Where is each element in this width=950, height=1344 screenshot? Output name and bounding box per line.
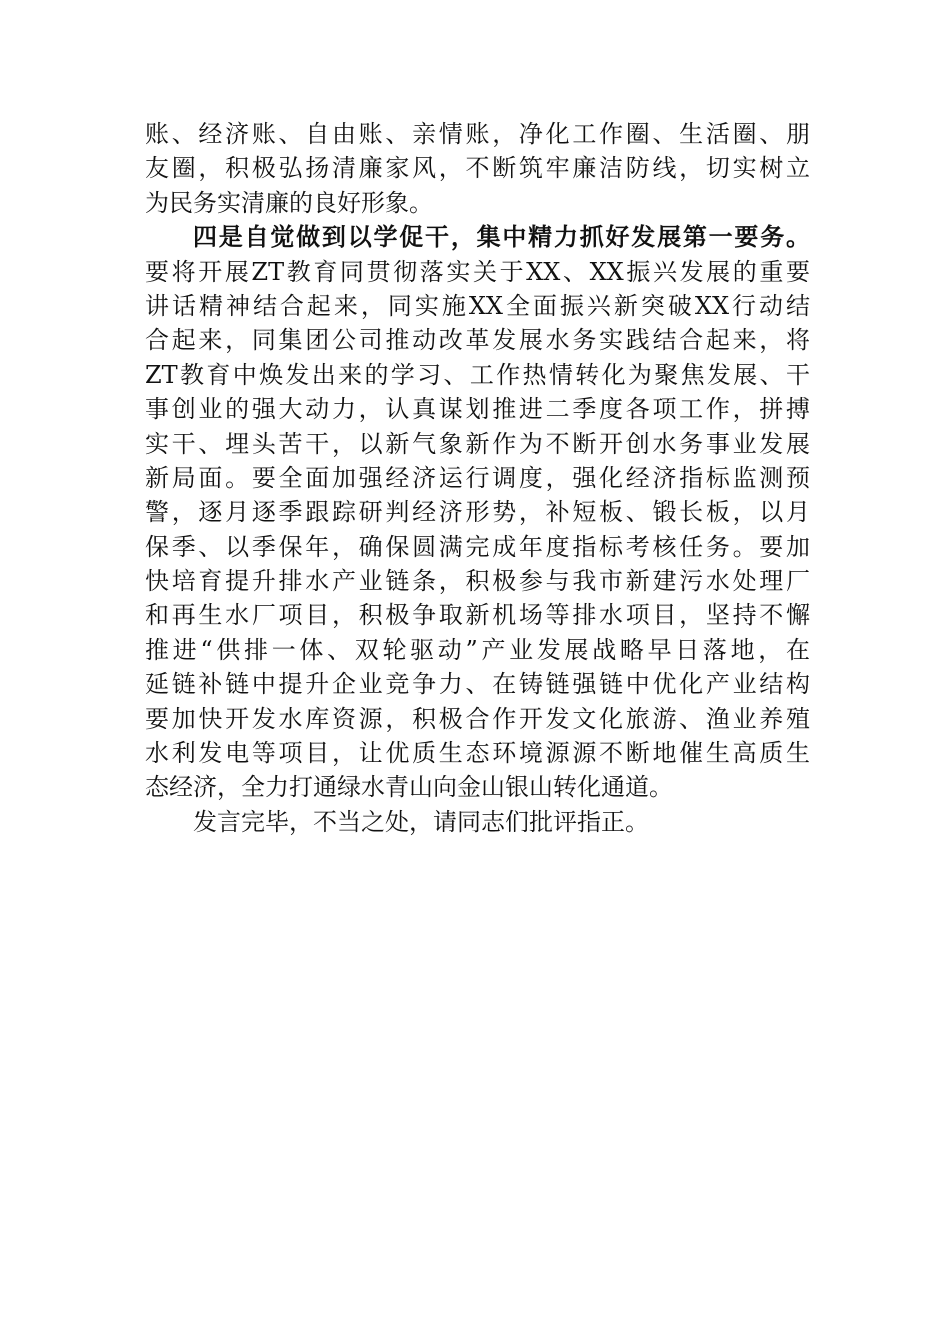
text-line: 水利发电等项目，让优质生态环境源源不断地催生高质生 xyxy=(145,739,810,768)
text-line: 保季、以季保年，确保圆满完成年度指标考核任务。要加 xyxy=(145,532,810,561)
body-text xyxy=(145,117,810,839)
text-line: 实干、埋头苦干，以新气象新作为不断开创水务事业发展 xyxy=(145,429,810,458)
text-line: 讲话精神结合起来，同实施XX全面振兴新突破XX行动结 xyxy=(145,291,810,320)
text-line: 友圈，积极弘扬清廉家风，不断筑牢廉洁防线，切实树立 xyxy=(145,154,810,183)
text-line: 事创业的强大动力，认真谋划推进二季度各项工作，拼搏 xyxy=(145,395,810,424)
text-line: 新局面。要全面加强经济运行调度，强化经济指标监测预 xyxy=(145,463,810,492)
text-line: 为民务实清廉的良好形象。 xyxy=(145,188,433,217)
text-line: 快培育提升排水产业链条，积极参与我市新建污水处理厂 xyxy=(145,567,810,596)
text-line: 和再生水厂项目，积极争取新机场等排水项目，坚持不懈 xyxy=(145,601,810,630)
section-heading: 四是自觉做到以学促干，集中精力抓好发展第一要务。 xyxy=(193,222,810,252)
closing-remark: 发言完毕，不当之处，请同志们批评指正。 xyxy=(193,807,649,836)
text-line: 推进“供排一体、双轮驱动”产业发展战略早日落地，在 xyxy=(145,635,810,664)
text-line: 要将开展ZT教育同贯彻落实关于XX、XX振兴发展的重要 xyxy=(145,257,810,286)
text-line: 延链补链中提升企业竞争力、在铸链强链中优化产业结构 xyxy=(145,670,810,699)
text-line: 警，逐月逐季跟踪研判经济形势，补短板、锻长板，以月 xyxy=(145,498,810,527)
text-line: 合起来，同集团公司推动改革发展水务实践结合起来，将 xyxy=(145,326,810,355)
text-line: 要加快开发水库资源，积极合作开发文化旅游、渔业养殖 xyxy=(145,704,810,733)
text-line: 账、经济账、自由账、亲情账，净化工作圈、生活圈、朋 xyxy=(145,120,810,148)
text-line: 态经济，全力打通绿水青山向金山银山转化通道。 xyxy=(145,773,673,802)
text-line: ZT教育中焕发出来的学习、工作热情转化为聚焦发展、干 xyxy=(145,360,810,389)
